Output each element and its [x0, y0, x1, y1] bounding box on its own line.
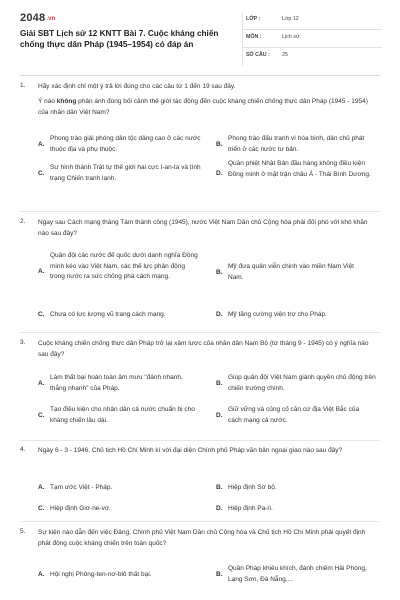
question-divider [20, 211, 380, 212]
meta-row-class [242, 12, 382, 30]
question-number: 2. [20, 218, 26, 225]
option-d[interactable] [216, 159, 376, 193]
option-b[interactable] [216, 373, 376, 397]
question-number: 3. [20, 339, 26, 346]
option-a[interactable] [38, 483, 213, 495]
option-text: Tạm ước Việt - Pháp. [50, 484, 113, 491]
question-divider [20, 332, 380, 333]
option-letter: C. [38, 412, 45, 419]
option-c[interactable] [38, 163, 213, 187]
option-letter: D. [216, 412, 223, 419]
option-letter: B. [216, 380, 223, 387]
site-logo[interactable] [20, 12, 56, 24]
option-text: Sự hình thành Trật tự thế giới hai cực I-an-ta và tình trạng Chiến tranh lạnh. [50, 164, 201, 182]
meta-label: SỐ CÂU : [246, 52, 270, 58]
question-text: Ngay sau Cách mạng tháng Tám thành công (1945), nước Việt Nam Dân chủ Cộng hòa phải đối phó với khó khăn nào sau đây? [38, 219, 368, 237]
option-letter: B. [216, 484, 223, 491]
option-letter: D. [216, 505, 223, 512]
question-number: 5. [20, 528, 26, 535]
option-d[interactable] [216, 504, 376, 516]
option-letter: A. [38, 380, 45, 387]
option-a[interactable] [38, 373, 213, 397]
option-d[interactable] [216, 310, 376, 322]
option-text: Hiệp định Sơ bộ. [228, 484, 277, 491]
option-text: Hiệp định Giơ-ne-vơ. [50, 505, 111, 512]
option-text: Hiệp định Pa-ri. [228, 505, 273, 512]
header-divider [20, 75, 380, 76]
option-text: Mỹ tăng cường viện trợ cho Pháp. [228, 311, 327, 318]
option-letter: B. [216, 141, 223, 148]
meta-value: Lịch sử [282, 34, 300, 40]
option-b[interactable] [216, 564, 376, 588]
prompt-post: phản ánh đúng bối cảnh thế giới tác động đến cuộc kháng chiến chống thực dân Pháp (1945 - 1954) của nhân dân Việt Nam? [38, 98, 368, 116]
option-letter: C. [38, 170, 45, 177]
meta-table [242, 12, 382, 65]
option-letter: B. [216, 269, 223, 276]
option-d[interactable] [216, 405, 376, 429]
option-text: Giúp quân đội Việt Nam giành quyền chủ động trên chiến trường chính. [228, 374, 376, 392]
option-letter: D. [216, 170, 223, 177]
logo-text: 2048 [20, 12, 46, 24]
option-letter: A. [38, 571, 45, 578]
question-divider [20, 440, 380, 441]
question-text: Ngày 6 - 3 - 1946, Chủ tịch Hồ Chí Minh kí với đại diện Chính phủ Pháp văn bản ngoại giao nào sau đây? [38, 447, 343, 454]
prompt-pre: Ý nào [38, 98, 57, 105]
option-text: Quân đội các nước đế quốc dưới danh nghĩa Đồng minh kéo vào Việt Nam, các thế lực phản động trong nước ra sức chống phá cách mạng. [50, 252, 198, 280]
option-text: Mỹ đưa quân viễn chinh vào miền Nam Việt Nam. [228, 263, 354, 281]
meta-value: 25 [282, 52, 288, 58]
option-text: Phong trào đấu tranh vì hòa bình, dân chủ phát triển ở các nước tư bản. [228, 135, 365, 153]
question-1 [20, 82, 380, 194]
option-letter: C. [38, 505, 45, 512]
option-a[interactable] [38, 134, 213, 158]
option-text: Quân Pháp khiêu khích, đánh chiếm Hải Phòng, Lạng Sơn, Đà Nẵng,... [228, 565, 367, 583]
question-3 [20, 339, 380, 439]
option-text: Quân phiệt Nhật Bản đầu hàng không điều kiện Đồng minh ở mặt trận châu Á - Thái Bình Dương. [228, 160, 371, 178]
option-c[interactable] [38, 405, 213, 429]
question-text: Cuộc kháng chiến chống thực dân Pháp trở lại xâm lược của nhân dân Nam Bộ (từ tháng 9 - 1945) có ý nghĩa nào sau đây? [38, 340, 369, 358]
question-text: Hãy xác định chỉ một ý trả lời đúng cho các câu từ 1 đến 19 sau đây. [38, 83, 236, 90]
meta-row-subject [242, 30, 382, 48]
question-number: 4. [20, 446, 26, 453]
option-a[interactable] [38, 570, 213, 582]
option-a[interactable] [38, 251, 213, 295]
option-letter: D. [216, 311, 223, 318]
meta-label: MÔN : [246, 34, 262, 40]
option-b[interactable] [216, 134, 376, 158]
meta-row-count [242, 48, 382, 65]
question-prompt [38, 97, 376, 118]
header [20, 12, 380, 70]
option-letter: A. [38, 268, 45, 275]
prompt-emphasis: không [56, 98, 77, 105]
question-4 [20, 446, 380, 518]
meta-value: Lớp 12 [282, 16, 299, 22]
option-b[interactable] [216, 262, 376, 286]
logo-suffix: .vn [46, 16, 56, 22]
option-text: Chưa có lực lượng vũ trang cách mạng. [50, 311, 166, 318]
question-5 [20, 528, 380, 598]
option-text: Phong trào giải phóng dân tộc dâng cao ở các nước thuộc địa và phụ thuộc. [50, 135, 201, 153]
option-c[interactable] [38, 310, 213, 322]
option-letter: B. [216, 571, 223, 578]
option-letter: A. [38, 484, 45, 491]
option-letter: A. [38, 141, 45, 148]
option-text: Hội nghị Phông-ten-nơ-blô thất bại. [50, 571, 152, 578]
page-title: Giải SBT Lịch sử 12 KNTT Bài 7. Cuộc kháng chiến chống thực dân Pháp (1945–1954) có đáp án [20, 29, 219, 49]
question-divider [20, 521, 380, 522]
question-number: 1. [20, 82, 26, 89]
option-text: Giữ vững và củng cố căn cứ địa Việt Bắc của cách mạng cả nước. [228, 406, 360, 424]
option-text: Làm thất bại hoàn toàn âm mưu "đánh nhanh, thắng nhanh" của Pháp. [50, 374, 183, 392]
option-letter: C. [38, 311, 45, 318]
question-text: Sự kiện nào dẫn đến việc Đảng, Chính phủ Việt Nam Dân chủ Cộng hòa và Chủ tịch Hồ Chí Minh phải quyết định phát động cuộc kháng chiến trên toàn quốc? [38, 529, 366, 547]
option-text: Tạo điều kiện cho nhân dân cả nước chuẩn bị cho kháng chiến lâu dài. [50, 406, 195, 424]
meta-label: LỚP : [246, 16, 261, 22]
option-c[interactable] [38, 504, 213, 516]
option-b[interactable] [216, 483, 376, 495]
question-2 [20, 218, 380, 330]
